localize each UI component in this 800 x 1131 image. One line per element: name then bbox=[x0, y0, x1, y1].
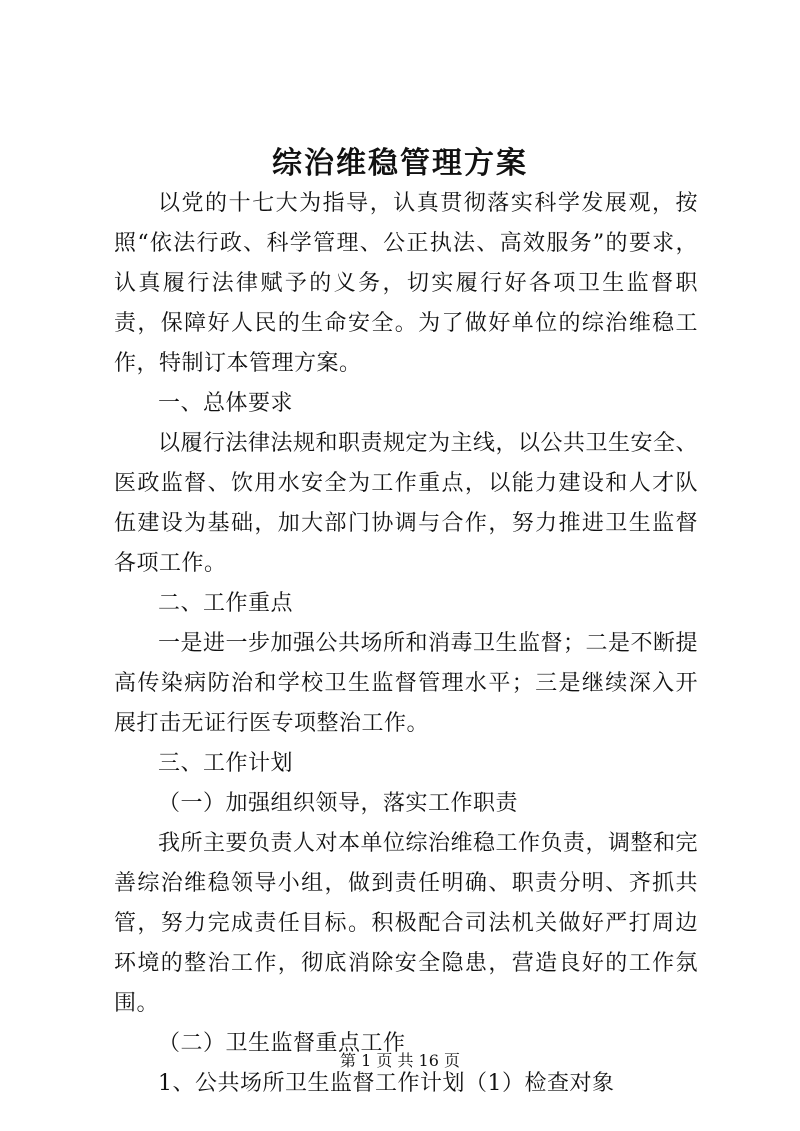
page-footer: 第 1 页 共 16 页 bbox=[340, 1051, 460, 1070]
document-body bbox=[114, 184, 698, 1104]
section-2-paragraph: 一是进一步加强公共场所和消毒卫生监督；二是不断提高传染病防治和学校卫生监督管理水平；三是继续深入开展打击无证行医专项整治工作。 bbox=[114, 631, 699, 736]
section-1-heading: 一、总体要求 bbox=[158, 391, 294, 416]
subsection-1-paragraph: 我所主要负责人对本单位综治维稳工作负责，调整和完善综治维稳领导小组，做到责任明确、职责分明、齐抓共管，努力完成责任目标。积极配合司法机关做好严打周边环境的整治工作，彻底消除安全隐患，营造良好的工作氛围。 bbox=[114, 831, 699, 1016]
section-1-paragraph: 以履行法律法规和职责规定为主线，以公共卫生安全、医政监督、饮用水安全为工作重点，以能力建设和人才队伍建设为基础，加大部门协调与合作，努力推进卫生监督各项工作。 bbox=[114, 431, 699, 576]
intro-paragraph: 以党的十七大为指导，认真贯彻落实科学发展观，按照“依法行政、科学管理、公正执法、高效服务”的要求，认真履行法律赋予的义务，切实履行好各项卫生监督职责，保障好人民的生命安全。为了做好单位的综治维稳工作，特制订本管理方案。 bbox=[114, 191, 698, 376]
section-2-heading: 二、工作重点 bbox=[158, 591, 294, 616]
item-1-line: 1、公共场所卫生监督工作计划（1）检查对象 bbox=[158, 1071, 615, 1096]
section-3-heading: 三、工作计划 bbox=[158, 751, 294, 776]
document-title: 综治维稳管理方案 bbox=[272, 146, 528, 181]
subsection-2-heading: （二）卫生监督重点工作 bbox=[158, 1031, 406, 1056]
subsection-1-heading: （一）加强组织领导，落实工作职责 bbox=[158, 791, 519, 816]
